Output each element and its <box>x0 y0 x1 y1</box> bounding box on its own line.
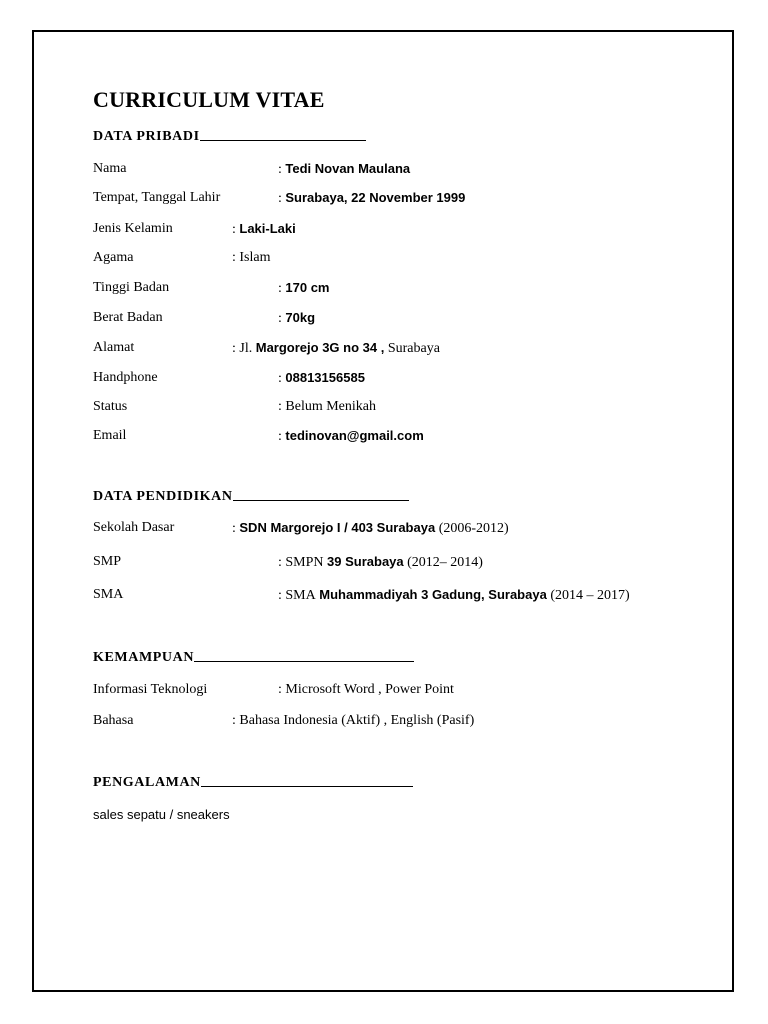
field-value: : Tedi Novan Maulana <box>278 161 411 177</box>
section-heading-text: PENGALAMAN <box>93 775 201 790</box>
document-title: CURRICULUM VITAE <box>93 87 325 112</box>
field-label: Sekolah Dasar <box>93 520 175 535</box>
field-label: Informasi Teknologi <box>93 682 208 697</box>
field-label: Tempat, Tanggal Lahir <box>93 190 221 205</box>
field-label: Status <box>93 399 128 414</box>
field-value: : Surabaya, 22 November 1999 <box>278 190 466 206</box>
field-value: : 170 cm <box>278 280 330 296</box>
field-label: SMP <box>93 554 122 569</box>
field-value: : Jl. Margorejo 3G no 34 , Surabaya <box>232 340 440 356</box>
field-value: : 08813156585 <box>278 370 365 386</box>
field-label: Jenis Kelamin <box>93 221 173 236</box>
field-value: : SMPN 39 Surabaya (2012– 2014) <box>278 554 483 570</box>
field-label: Agama <box>93 250 134 265</box>
field-value: : Islam <box>232 250 271 265</box>
section-heading-data-pribadi <box>93 129 366 145</box>
section-heading-pengalaman <box>93 775 413 791</box>
section-heading-text: DATA PRIBADI <box>93 129 200 144</box>
field-label: Tinggi Badan <box>93 280 170 295</box>
field-value: : tedinovan@gmail.com <box>278 428 424 444</box>
field-label: Berat Badan <box>93 310 163 325</box>
field-label: Handphone <box>93 370 158 385</box>
field-value: : Belum Menikah <box>278 399 376 414</box>
field-label: Email <box>93 428 127 443</box>
field-value: : Laki-Laki <box>232 221 296 237</box>
heading-underline <box>201 785 413 787</box>
field-value: : Bahasa Indonesia (Aktif) , English (Pasif) <box>232 713 475 728</box>
heading-underline <box>200 139 366 141</box>
section-heading-text: DATA PENDIDIKAN <box>93 489 233 504</box>
field-value: : Microsoft Word , Power Point <box>278 682 454 697</box>
section-heading-text: KEMAMPUAN <box>93 650 195 665</box>
section-heading-data-pendidikan <box>93 489 409 505</box>
field-label: Nama <box>93 161 127 176</box>
section-heading-kemampuan <box>93 650 414 666</box>
field-value: : SDN Margorejo I / 403 Surabaya (2006-2012) <box>232 520 509 536</box>
field-value: : SMA Muhammadiyah 3 Gadung, Surabaya (2014 – 2017) <box>278 587 630 603</box>
heading-underline <box>233 499 409 501</box>
field-label: SMA <box>93 587 124 602</box>
field-label: Alamat <box>93 340 135 355</box>
heading-underline <box>194 660 414 662</box>
field-value: : 70kg <box>278 310 316 326</box>
field-label: Bahasa <box>93 713 134 728</box>
experience-text: sales sepatu / sneakers <box>93 807 230 822</box>
